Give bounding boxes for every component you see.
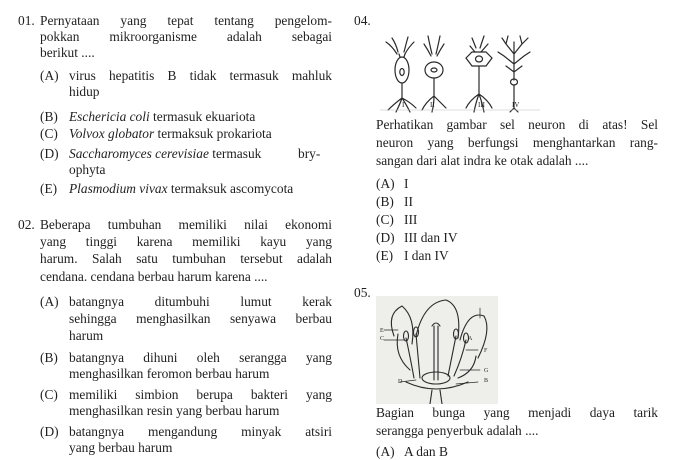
option-letter: (B) (40, 350, 58, 365)
species-name: Saccharomyces cerevisiae (69, 146, 209, 161)
option-letter: (A) (40, 294, 59, 309)
option-c[interactable] (40, 126, 332, 142)
option-a[interactable] (376, 444, 576, 460)
question-stem-line-2: neuron yang berfungsi menghantarkan rang- (376, 135, 658, 150)
option-text: batangnya ditumbuhi lumut kerak (69, 294, 332, 309)
figure-label-e: E (380, 328, 384, 334)
option-text-cont: harum (69, 328, 104, 343)
option-d[interactable] (376, 230, 576, 246)
option-text-cont: yang berbau harum (69, 440, 173, 455)
figure-label-i: I (402, 101, 405, 109)
option-letter: (B) (376, 194, 394, 209)
figure-label-b: B (484, 378, 489, 384)
option-letter: (E) (40, 181, 58, 196)
neuron-1 (386, 37, 416, 112)
option-text: A dan B (404, 444, 448, 459)
option-d[interactable] (40, 424, 332, 456)
option-letter: (C) (40, 387, 58, 402)
option-a[interactable] (376, 176, 576, 192)
option-text-cont: menghasilkan feromon berbau harum (69, 366, 270, 381)
option-text-cont: hidup (69, 84, 100, 99)
option-b[interactable] (40, 109, 332, 125)
figure-label-d: D (398, 379, 403, 385)
option-letter: (A) (376, 444, 395, 459)
option-letter: (A) (376, 176, 395, 191)
question-stem-line-2: pokkan mikroorganisme adalah sebagai (40, 29, 332, 44)
option-letter: (C) (40, 126, 58, 141)
question-stem-line-3: berikut .... (40, 45, 95, 60)
option-a[interactable] (40, 294, 332, 344)
option-c[interactable] (40, 387, 332, 419)
option-letter: (D) (40, 424, 59, 439)
question-stem-line-3: sangan dari alat indra ke otak adalah .... (376, 153, 589, 168)
option-text: III (404, 212, 418, 227)
question-stem-line-2: yang tinggi karena memiliki kayu yang (40, 234, 332, 249)
species-name: Volvox globator (69, 126, 155, 141)
question-stem-line-1: Perhatikan gambar sel neuron di atas! Sel (376, 117, 658, 132)
option-text: I (404, 176, 409, 191)
option-d[interactable] (40, 146, 332, 178)
option-text: II (404, 194, 413, 209)
option-text: virus hepatitis B tidak termasuk mahluk (69, 68, 332, 83)
species-name: Eschericia coli (69, 109, 150, 124)
option-letter: (E) (376, 248, 394, 263)
option-e[interactable] (40, 181, 332, 197)
figure-label-c: C (380, 336, 385, 342)
flower-figure (376, 296, 498, 404)
question-stem-line-1: Pernyataan yang tepat tentang pengelom- (40, 13, 332, 28)
figure-label-f: F (484, 348, 488, 354)
option-b[interactable] (376, 194, 576, 210)
option-letter: (D) (40, 146, 59, 161)
option-a[interactable] (40, 68, 332, 100)
option-text-cont: menghasilkan resin yang berbau harum (69, 403, 280, 418)
question-number: 02. (18, 217, 35, 232)
option-text: termaksuk ascomycota (167, 181, 294, 196)
option-text-cont: ophyta (69, 162, 106, 177)
option-letter: (B) (40, 109, 58, 124)
question-number: 04. (354, 13, 371, 28)
question-number: 05. (354, 285, 371, 300)
question-stem-line-2: serangga penyerbuk adalah .... (376, 423, 539, 438)
option-text: termasuk ekuariota (149, 109, 256, 124)
option-b[interactable] (40, 350, 332, 382)
figure-label-a: A (468, 336, 473, 342)
question-stem-line-3: harum. Salah satu tumbuhan tersebut adalah (40, 251, 332, 266)
option-text-hyphen: bry- (298, 146, 321, 161)
option-text: I dan IV (404, 248, 449, 263)
option-text: memiliki simbion berupa bakteri yang (69, 387, 332, 402)
question-stem-line-1: Beberapa tumbuhan memiliki nilai ekonomi (40, 217, 332, 232)
figure-label-iv: IV (512, 101, 520, 109)
option-text: termasuk (208, 146, 262, 161)
option-e[interactable] (376, 248, 576, 264)
question-stem-line-4: cendana. cendana berbau harum karena .... (40, 269, 268, 284)
question-stem-line-1: Bagian bunga yang menjadi daya tarik (376, 405, 658, 420)
figure-label-ii: II (430, 101, 435, 109)
option-text-cont: sehingga menghasilkan senyawa berbau (69, 311, 332, 326)
option-text: termaksuk prokariota (154, 126, 272, 141)
option-letter: (C) (376, 212, 394, 227)
option-text: III dan IV (404, 230, 458, 245)
option-c[interactable] (376, 212, 576, 228)
option-letter: (A) (40, 68, 59, 83)
question-number: 01. (18, 13, 35, 28)
option-letter: (D) (376, 230, 395, 245)
option-text: batangnya dihuni oleh serangga yang (69, 350, 332, 365)
figure-label-g: G (484, 368, 489, 374)
species-name: Plasmodium vivax (69, 181, 168, 196)
figure-label-iii: III (478, 101, 485, 109)
option-text: batangnya mengandung minyak atsiri (69, 424, 332, 439)
